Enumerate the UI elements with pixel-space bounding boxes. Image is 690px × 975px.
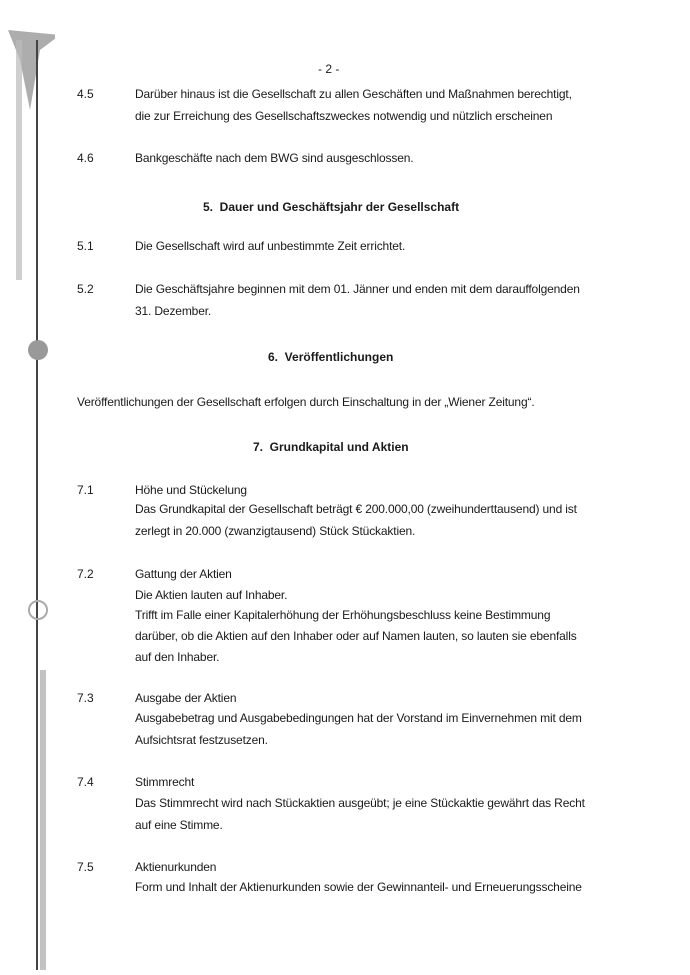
item-title: Gattung der Aktien [135, 567, 232, 581]
item-text: Form und Inhalt der Aktienurkunden sowie der Gewinnanteil- und Erneuerungsscheine [135, 880, 582, 894]
item-number: 5.1 [77, 239, 94, 253]
item-text: die zur Erreichung des Gesellschaftszweckes notwendig und nützlich erscheinen [135, 109, 553, 123]
item-number: 4.5 [77, 87, 94, 101]
item-text: Das Stimmrecht wird nach Stückaktien ausgeübt; je eine Stückaktie gewährt das Recht [135, 796, 585, 810]
item-text: Das Grundkapital der Gesellschaft beträgt € 200.000,00 (zweihunderttausend) und ist [135, 502, 577, 516]
item-text: Trifft im Falle einer Kapitalerhöhung der Erhöhungsbeschluss keine Bestimmung [135, 608, 551, 622]
item-text: darüber, ob die Aktien auf den Inhaber oder auf Namen lauten, so lauten sie ebenfalls [135, 629, 577, 643]
item-text: Darüber hinaus ist die Gesellschaft zu allen Geschäften und Maßnahmen berechtigt, [135, 87, 572, 101]
item-text: Die Aktien lauten auf Inhaber. [135, 588, 288, 602]
item-text: Aufsichtsrat festzusetzen. [135, 733, 268, 747]
section-heading: 6. Veröffentlichungen [268, 350, 394, 364]
item-text: zerlegt in 20.000 (zwanzigtausend) Stück Stückaktien. [135, 524, 416, 538]
item-number: 7.2 [77, 567, 94, 581]
scan-binding-edge [0, 20, 55, 975]
section-heading: 5. Dauer und Geschäftsjahr der Gesellschaft [203, 200, 460, 214]
item-text: Die Gesellschaft wird auf unbestimmte Zeit errichtet. [135, 239, 406, 253]
item-title: Höhe und Stückelung [135, 483, 247, 497]
item-text: Bankgeschäfte nach dem BWG sind ausgeschlossen. [135, 151, 414, 165]
item-title: Stimmrecht [135, 775, 195, 789]
item-title: Ausgabe der Aktien [135, 691, 237, 705]
item-number: 7.3 [77, 691, 94, 705]
item-text: 31. Dezember. [135, 304, 212, 318]
section-heading: 7. Grundkapital und Aktien [253, 440, 409, 454]
item-text: Die Geschäftsjahre beginnen mit dem 01. Jänner und enden mit dem darauffolgenden [135, 282, 580, 296]
item-number: 7.1 [77, 483, 94, 497]
page-number: - 2 - [318, 62, 340, 76]
item-text: Ausgabebetrag und Ausgabebedingungen hat der Vorstand im Einvernehmen mit dem [135, 711, 582, 725]
item-text: auf eine Stimme. [135, 818, 223, 832]
paragraph: Veröffentlichungen der Gesellschaft erfolgen durch Einschaltung in der „Wiener Zeitung“. [77, 395, 535, 409]
item-number: 7.4 [77, 775, 94, 789]
item-text: auf den Inhaber. [135, 650, 220, 664]
item-number: 5.2 [77, 282, 94, 296]
item-number: 7.5 [77, 860, 94, 874]
item-number: 4.6 [77, 151, 94, 165]
item-title: Aktienurkunden [135, 860, 217, 874]
